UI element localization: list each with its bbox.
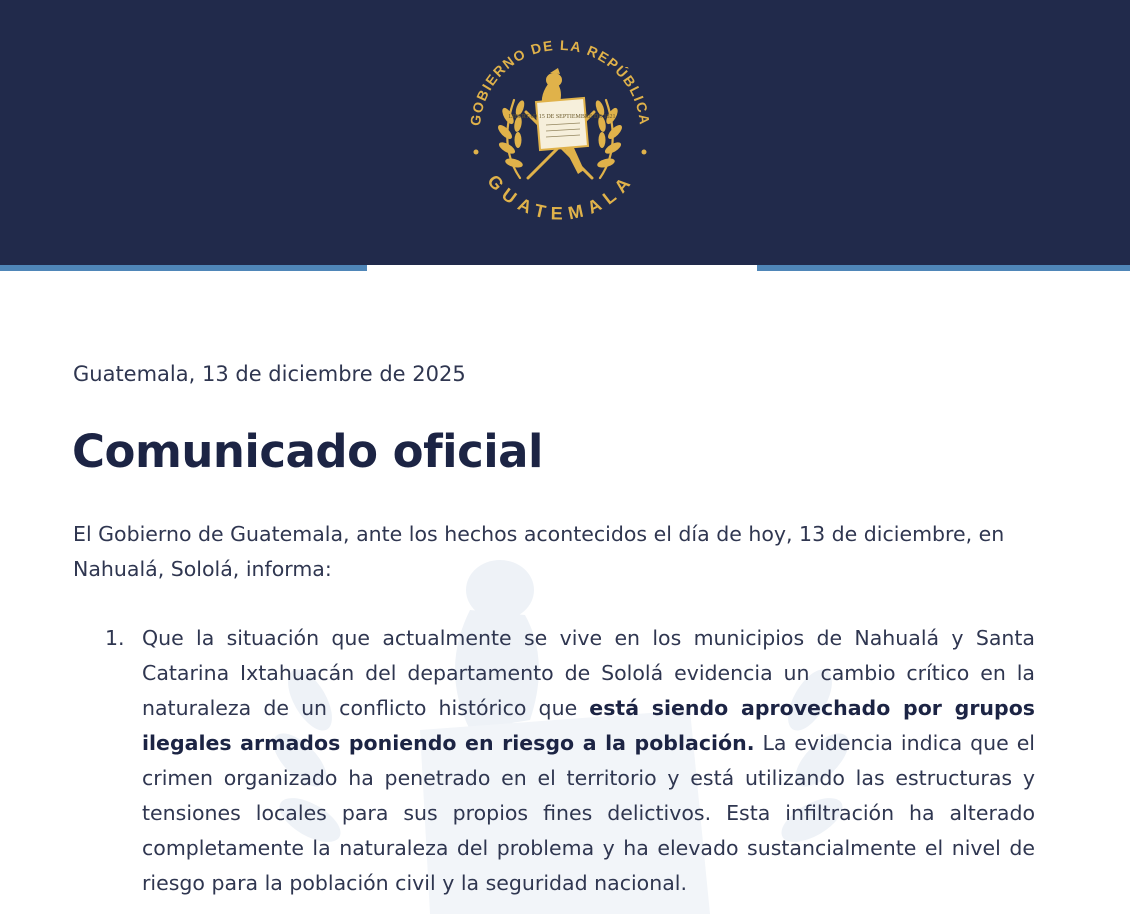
list-item-text-start: Que la situación que actualmente se vive en los municipios de Nahualá y Santa Catarina Ixtahuacán del departamento de Sololá evidencia un cambio crítico en la naturaleza de un conflicto histórico que: [142, 626, 1035, 720]
list-item-text-emphasis: está siendo aprovechado por grupos ilegales armados poniendo en riesgo a la población.: [142, 696, 1035, 755]
svg-text:GUATEMALA: [483, 171, 636, 224]
seal-scroll-text: LIBERTAD 15 DE SEPTIEMBRE DE 1821: [508, 114, 616, 120]
document-date: Guatemala, 13 de diciembre de 2025: [73, 362, 466, 386]
seal-top-text: GOBIERNO DE LA REPÚBLICA: [466, 36, 654, 127]
document-title: Comunicado oficial: [72, 425, 543, 478]
list-item-text: [142, 621, 1035, 901]
list-item-number: 1.: [105, 626, 125, 650]
document-intro: El Gobierno de Guatemala, ante los hechos acontecidos el día de hoy, 13 de diciembre, en Nahualá, Sololá, informa:: [73, 522, 1005, 581]
seal-bottom-text: GUATEMALA: [483, 170, 637, 224]
list-item-text-end: La evidencia indica que el crimen organizado ha penetrado en el territorio y está utilizando las estructuras y tensiones locales para sus propios fines delictivos. Esta infiltración ha alterado completamente la naturaleza del problema y ha elevado sustancialmente el nivel de riesgo para la población civil y la seguridad nacional.: [142, 731, 1036, 895]
accent-stripe-right: [757, 265, 1130, 271]
coat-of-arms-seal: [458, 28, 662, 232]
accent-stripe-left: [0, 265, 367, 271]
